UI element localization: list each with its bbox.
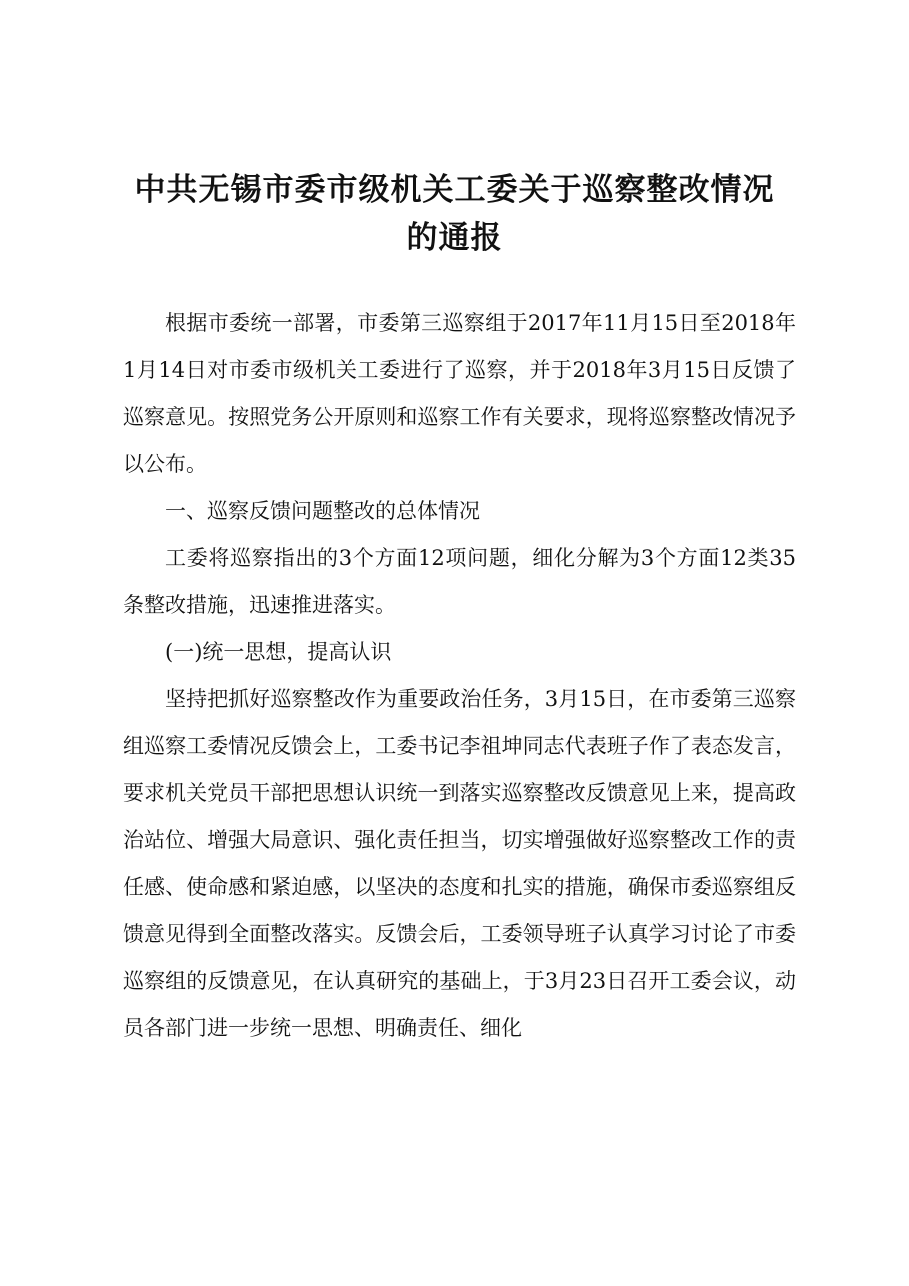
section-1-heading: 一、巡察反馈问题整改的总体情况: [165, 499, 480, 523]
title-line-2: 的通报: [406, 220, 503, 256]
document-body: [123, 300, 796, 1052]
document-title: [100, 166, 809, 262]
title-line-1: 中共无锡市委市级机关工委关于巡察整改情况: [134, 172, 775, 208]
section-1-paragraph: 工委将巡察指出的3个方面12项问题，细化分解为3个方面12类35条整改措施，迅速推进落实。: [123, 546, 796, 617]
subsection-1-heading: (一)统一思想，提高认识: [165, 640, 392, 664]
subsection-1-paragraph: 坚持把抓好巡察整改作为重要政治任务，3月15日，在市委第三巡察组巡察工委情况反馈会上，工委书记李祖坤同志代表班子作了表态发言，要求机关党员干部把思想认识统一到落实巡察整改反馈意见上来，提高政治站位、增强大局意识、强化责任担当，切实增强做好巡察整改工作的责任感、使命感和紧迫感，以坚决的态度和扎实的措施，确保市委巡察组反馈意见得到全面整改落实。反馈会后，工委领导班子认真学习讨论了市委巡察组的反馈意见，在认真研究的基础上，于3月23日召开工委会议，动员各部门进一步统一思想、明确责任、细化: [123, 687, 796, 1040]
intro-paragraph: 根据市委统一部署，市委第三巡察组于2017年11月15日至2018年1月14日对市委市级机关工委进行了巡察，并于2018年3月15日反馈了巡察意见。按照党务公开原则和巡察工作有关要求，现将巡察整改情况予以公布。: [123, 311, 796, 476]
